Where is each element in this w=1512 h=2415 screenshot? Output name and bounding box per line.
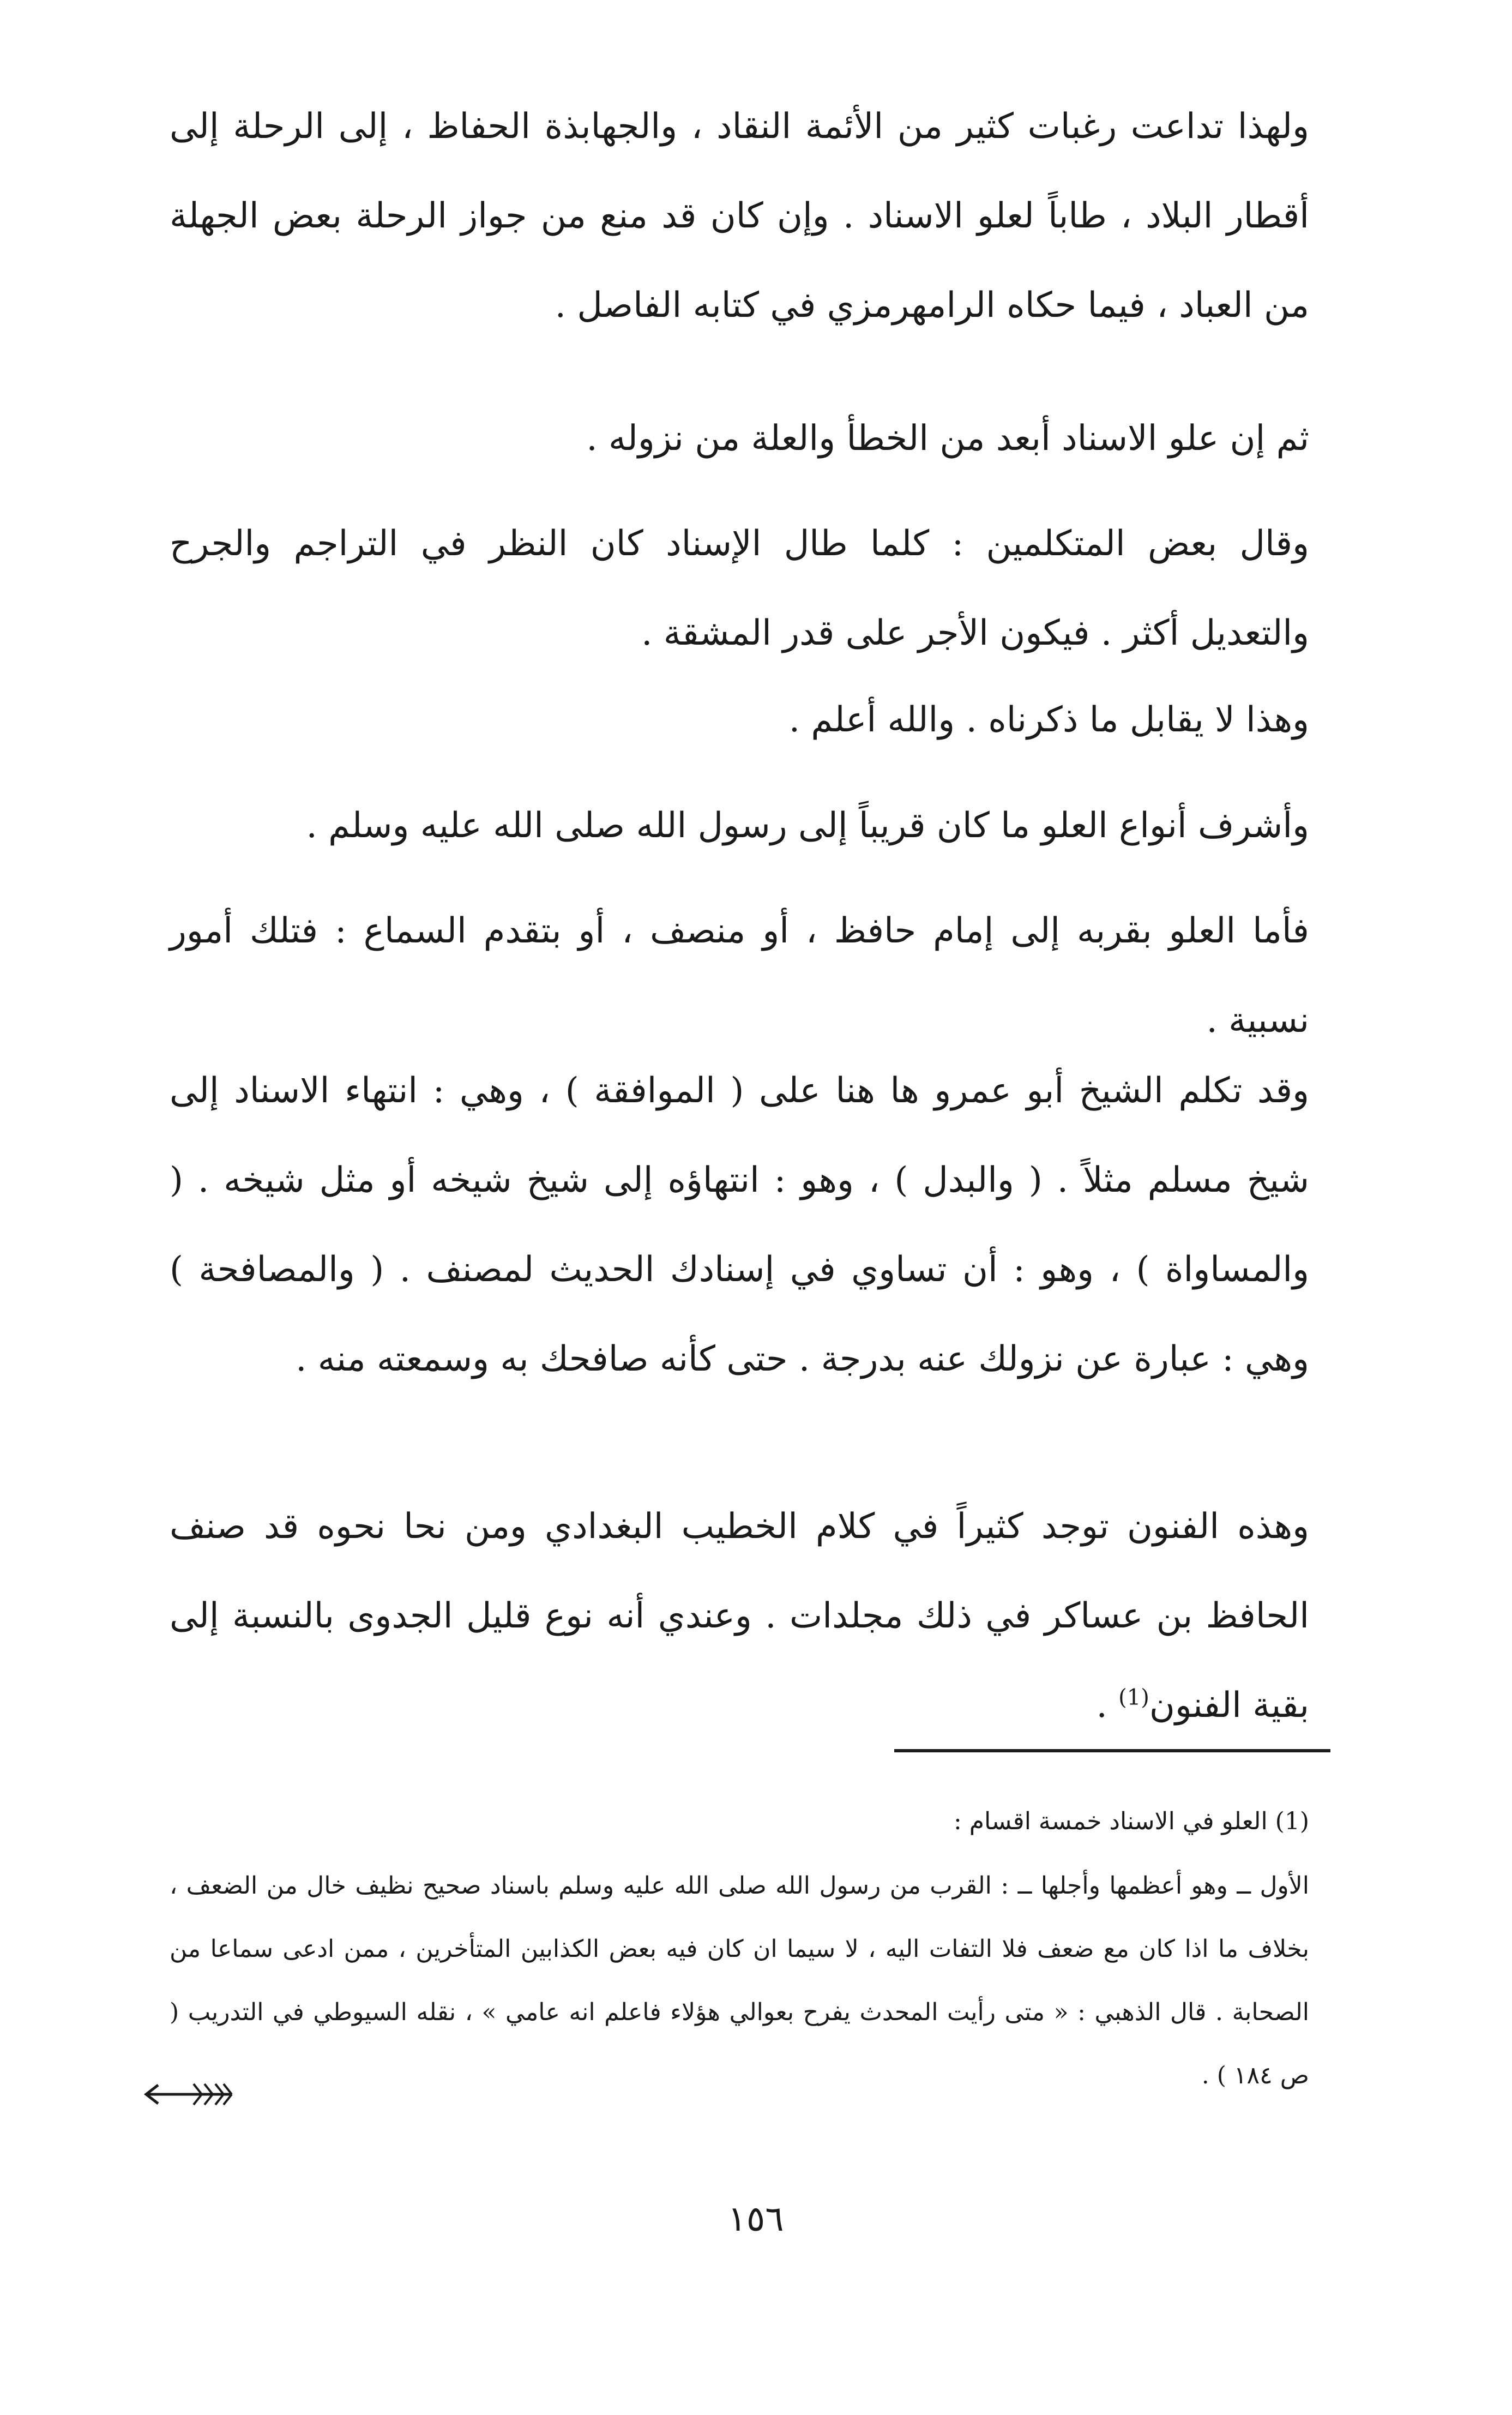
paragraph-reply: وهذا لا يقابل ما ذكرناه . والله أعلم . bbox=[788, 700, 1309, 740]
paragraph-funun bbox=[170, 1482, 1309, 1750]
paragraph-funun-end: . bbox=[1096, 1685, 1119, 1726]
paragraph-mutakallimin: وقال بعض المتكلمين : كلما طال الإسناد كان النظر في التراجم والجرح والتعديل أكثر . فيكون الأجر على قدر المشقة . bbox=[170, 524, 1309, 653]
footnote-body: الأول ــ وهو أعظمها وأجلها ــ : القرب من رسول الله صلى الله عليه وسلم باسناد صحيح نظيف خال من الضعف ، بخلاف ما اذا كان مع ضعف فلا التفات اليه ، لا سيما ان كان فيه بعض الكذابين المتأخرين ، ممن ادعى سماعا من الصحابة . قال الذهبي : « متى رأيت المحدث يفرح بعوالي هؤلاء فاعلم انه عامي » ، نقله السيوطي في التدريب ( ص ١٨٤ ) . bbox=[170, 1872, 1309, 2089]
paragraph-muwafaqa: وقد تكلم الشيخ أبو عمرو ها هنا على ( الموافقة ) ، وهي : انتهاء الاسناد إلى شيخ مسلم مثلاً . ( والبدل ) ، وهو : انتهاؤه إلى شيخ شيخه أو مثل شيخه . ( والمساواة ) ، وهو : أن تساوي في إسنادك الحديث لمصنف . ( والمصافحة ) وهي : عبارة عن نزولك عنه بدرجة . حتى كأنه صافحك به وسمعته منه . bbox=[170, 1071, 1309, 1379]
footnote-divider bbox=[894, 1749, 1330, 1752]
arrow-left-icon bbox=[142, 2081, 234, 2108]
paragraph-nisbiyya: فأما العلو بقربه إلى إمام حافظ ، أو منصف ، أو بتقدم السماع : فتلك أمور نسبية . bbox=[170, 911, 1310, 1041]
paragraph-funun-text: وهذه الفنون توجد كثيراً في كلام الخطيب البغدادي ومن نحا نحوه قد صنف الحافظ بن عساكر في ذلك مجلدات . وعندي أنه نوع قليل الجدوى بالنسبة إلى بقية الفنون bbox=[170, 1506, 1309, 1726]
footnote-reference[interactable]: (1) bbox=[1118, 1685, 1149, 1710]
page-number: ١٥٦ bbox=[727, 2199, 784, 2239]
paragraph-ashraf: وأشرف أنواع العلو ما كان قريباً إلى رسول الله صلى الله عليه وسلم . bbox=[306, 806, 1309, 846]
footnote-heading: (1) العلو في الاسناد خمسة اقسام : bbox=[953, 1807, 1309, 1835]
paragraph-uluw: ثم إن علو الاسناد أبعد من الخطأ والعلة من نزوله . bbox=[586, 418, 1309, 459]
paragraph-rihla: ولهذا تداعت رغبات كثير من الأئمة النقاد ، والجهابذة الحفاظ ، إلى الرحلة إلى أقطار البلاد ، طاباً لعلو الاسناد . وإن كان قد منع من جواز الرحلة بعض الجهلة من العباد ، فيما حكاه الرامهرمزي في كتابه الفاصل . bbox=[170, 106, 1309, 326]
